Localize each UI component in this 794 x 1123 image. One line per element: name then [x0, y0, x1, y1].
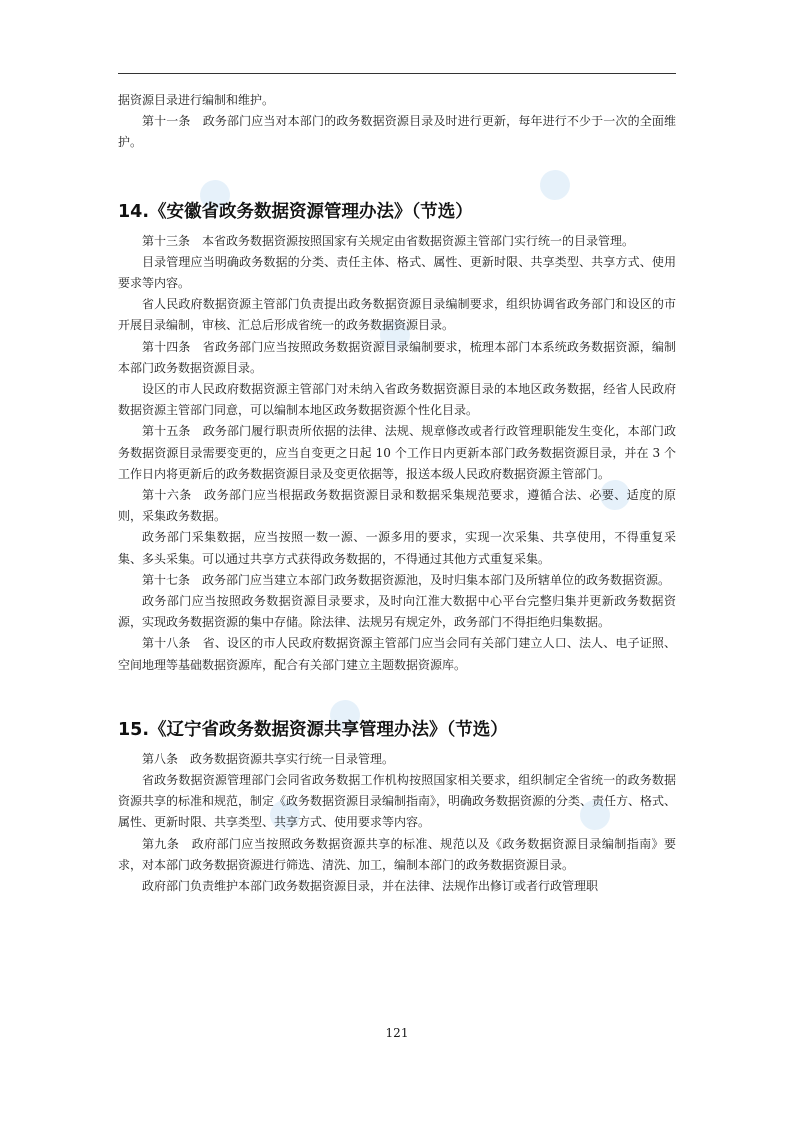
article-paragraph: 政务部门应当按照政务数据资源目录要求，及时向江淮大数据中心平台完整归集并更新政务数据资源，实现政务数据资源的集中存储。除法律、法规另有规定外，政务部门不得拒绝归集数据。: [118, 594, 676, 630]
section-heading-15: 15.《辽宁省政务数据资源共享管理办法》（节选）: [118, 719, 508, 740]
article-paragraph: 第十三条 本省政务数据资源按照国家有关规定由省数据资源主管部门实行统一的目录管理。: [142, 233, 635, 248]
article-paragraph: 设区的市人民政府数据资源主管部门对未纳入省政务数据资源目录的本地区政务数据，经省人民政府数据资源主管部门同意，可以编制本地区政务数据资源个性化目录。: [118, 382, 676, 418]
continuation-paragraph: 据资源目录进行编制和维护。: [118, 93, 275, 107]
article-paragraph: 第十一条 政务部门应当对本部门的政务数据资源目录及时进行更新，每年进行不少于一次的全面维护。: [118, 114, 676, 150]
article-paragraph: 第十五条 政务部门履行职责所依据的法律、法规、规章修改或者行政管理职能发生变化，本部门政务数据资源目录需要变更的，应当自变更之日起 10 个工作日内更新本部门政务数据资源目录，并在 3 个工作日内将更新后的政务数据资源目录及变更依据等，报送本级人民政府数据资源主管部门。: [118, 424, 676, 481]
article-paragraph: 第十八条 省、设区的市人民政府数据资源主管部门应当会同有关部门建立人口、法人、电子证照、空间地理等基础数据资源库，配合有关部门建立主题数据资源库。: [118, 636, 676, 672]
page-number: 121: [385, 1026, 409, 1040]
article-paragraph: 省人民政府数据资源主管部门负责提出政务数据资源目录编制要求，组织协调省政务部门和设区的市开展目录编制，审核、汇总后形成省统一的政务数据资源目录。: [118, 297, 676, 333]
article-paragraph: 省政务数据资源管理部门会同省政务数据工作机构按照国家相关要求，组织制定全省统一的政务数据资源共享的标准和规范，制定《政务数据资源目录编制指南》，明确政务数据资源的分类、责任方、格式、属性、更新时限、共享类型、共享方式、使用要求等内容。: [118, 773, 677, 830]
header-rule: [118, 73, 676, 74]
page-body: [118, 90, 676, 897]
section-heading-14: 14.《安徽省政务数据资源管理办法》（节选）: [118, 201, 473, 222]
article-paragraph: 第十四条 省政务部门应当按照政务数据资源目录编制要求，梳理本部门本系统政务数据资源，编制本部门政务数据资源目录。: [118, 339, 676, 375]
article-paragraph: 第八条 政务数据资源共享实行统一目录管理。: [142, 751, 395, 766]
article-paragraph: 政务部门采集数据，应当按照一数一源、一源多用的要求，实现一次采集、共享使用，不得重复采集、多头采集。可以通过共享方式获得政务数据的，不得通过其他方式重复采集。: [118, 530, 676, 566]
article-paragraph: 第九条 政府部门应当按照政务数据资源共享的标准、规范以及《政务数据资源目录编制指南》要求，对本部门政务数据资源进行筛选、清洗、加工，编制本部门的政务数据资源目录。: [118, 836, 676, 872]
article-paragraph: 第十六条 政务部门应当根据政务数据资源目录和数据采集规范要求，遵循合法、必要、适度的原则，采集政务数据。: [118, 488, 676, 524]
article-paragraph: 政府部门负责维护本部门政务数据资源目录，并在法律、法规作出修订或者行政管理职: [142, 879, 599, 894]
article-paragraph: 目录管理应当明确政务数据的分类、责任主体、格式、属性、更新时限、共享类型、共享方式、使用要求等内容。: [118, 254, 676, 291]
article-paragraph: 第十七条 政务部门应当建立本部门政务数据资源池，及时归集本部门及所辖单位的政务数据资源。: [142, 572, 671, 587]
